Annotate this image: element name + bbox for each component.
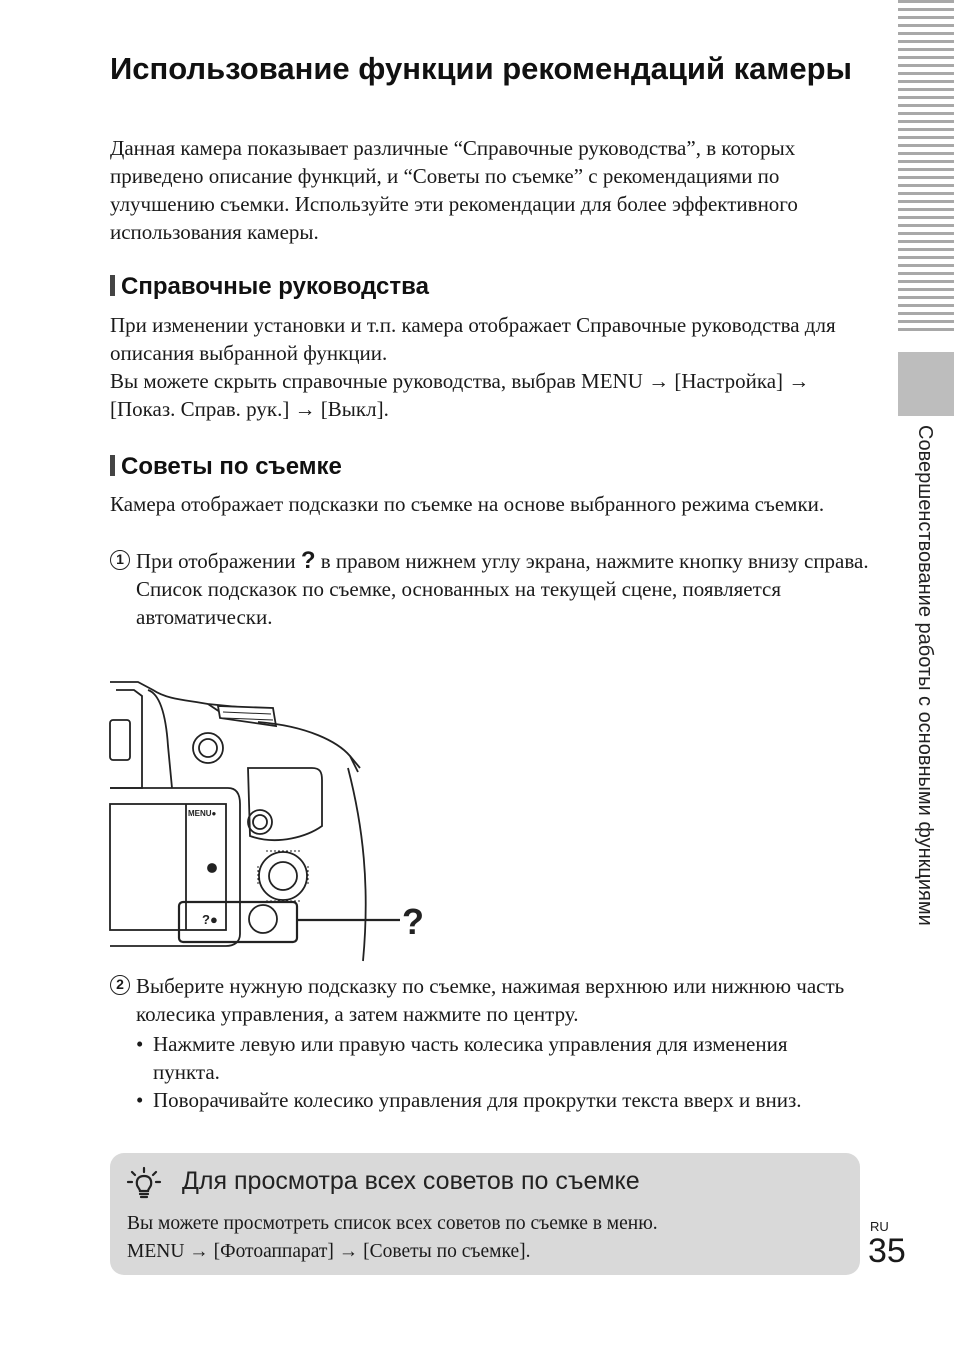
step-number-1: 1 [110,550,130,570]
section-heading-tips-text: Советы по съемке [121,453,342,480]
guides-paragraph [110,311,870,423]
step-1 [110,547,870,631]
figure-screen-question: ?● [202,912,218,927]
hint-title: Для просмотра всех советов по съемке [182,1167,640,1195]
step-number-2: 2 [110,975,130,995]
step-1-post: в правом нижнем углу экрана, нажмите кнопку внизу справа. [320,549,869,573]
hint-line-1: Вы можете просмотреть список всех советов по съемке в меню. [127,1213,658,1234]
heading-bar-icon [110,275,115,296]
intro-paragraph: Данная камера показывает различные “Справочные руководства”, в которых приведено описание функций, и “Советы по съемке” с рекомендациями по улучшению съемки. Используйте эти рекомендации для более эффективного использования камеры. [110,136,798,244]
chapter-tab [898,352,954,416]
hint-box [110,1153,860,1275]
list-item: • Поворачивайте колесико управления для прокрутки текста вверх и вниз. [136,1086,836,1114]
figure-callout-question: ? [402,901,424,942]
heading-bar-icon [110,455,115,476]
step-1-pre: При отображении [136,549,296,573]
lightbulb-icon [126,1165,162,1199]
chapter-title: Совершенствование работы с основными функциями [914,425,936,926]
step-2 [110,972,870,1028]
camera-back-illustration [108,676,438,966]
guides-line-1: При изменении установки и т.п. камера отображает Справочные руководства для описания выбранной функции. [110,313,836,365]
bullet-list [136,1030,836,1114]
side-stripes [898,0,954,340]
language-code: RU [870,1219,889,1234]
page-number: 35 [868,1232,906,1270]
step-1-text [136,547,870,631]
hint-line-2: MENU → [Фотоаппарат] → [Советы по съемке]. [127,1241,531,1262]
guides-line-2: Вы можете скрыть справочные руководства, выбрав MENU → [Настройка] → [Показ. Справ. рук.] → [Выкл]. [110,369,810,421]
page-title: Использование функции рекомендаций камеры [110,51,852,86]
section-heading-tips [110,452,342,482]
step-2-text: Выберите нужную подсказку по съемке, нажимая верхнюю или нижнюю часть колесика управления, а затем нажмите по центру. [136,974,845,1026]
section-heading-guides [110,272,429,302]
tips-paragraph: Камера отображает подсказки по съемке на основе выбранного режима съемки. [110,492,825,516]
list-item: • Нажмите левую или правую часть колесика управления для изменения пункта. [136,1030,836,1086]
help-question-icon: ? [300,547,316,574]
hint-body [127,1210,847,1266]
figure-menu-label: MENU● [188,809,217,818]
step-1-sub: Список подсказок по съемке, основанных на текущей сцене, появляется автоматически. [136,577,782,629]
section-heading-guides-text: Справочные руководства [121,273,429,300]
